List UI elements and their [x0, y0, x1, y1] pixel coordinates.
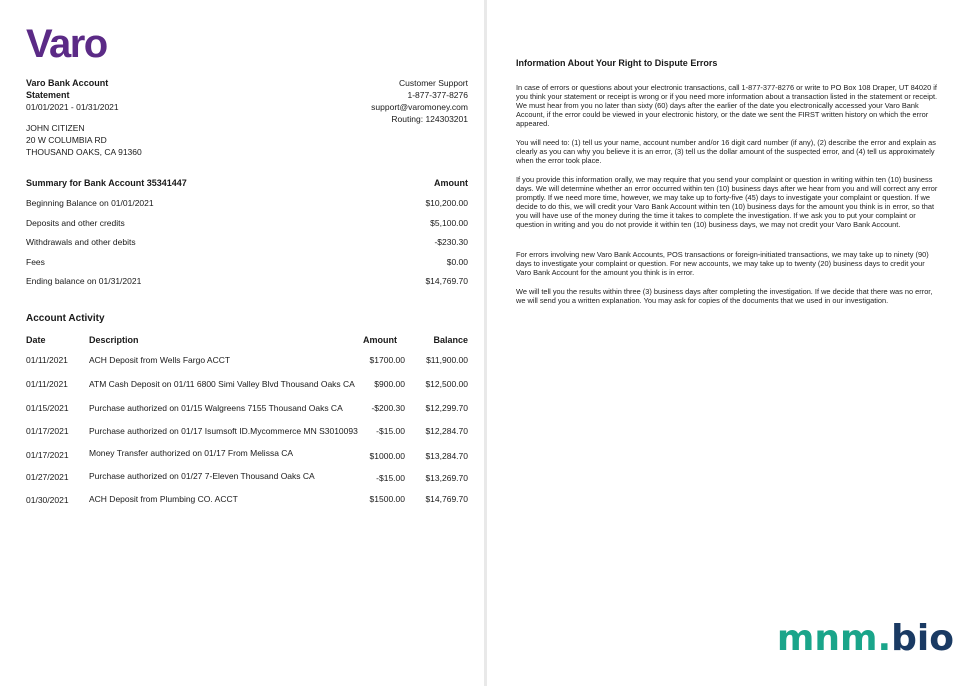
watermark-logo: mnm.bio: [776, 618, 954, 659]
activity-header-amount: Amount: [363, 335, 397, 345]
row-balance: $13,269.70: [425, 473, 468, 483]
row-balance: $14,769.70: [425, 494, 468, 504]
row-balance: $12,500.00: [425, 379, 468, 389]
summary-row-label: Beginning Balance on 01/01/2021: [26, 198, 154, 208]
row-description: Money Transfer authorized on 01/17 From Melissa CA: [89, 448, 294, 458]
summary-row-value: $5,100.00: [430, 218, 468, 228]
summary-row-value: $10,200.00: [425, 198, 468, 208]
row-date: 01/11/2021: [26, 379, 68, 389]
disputes-paragraph: We will tell you the results within three (3) business days after completing the investigation. If we decide that there was no error, we will send you a written explanation. You may ask for copies of the documents that we used in our investigation.: [516, 287, 933, 305]
row-amount: -$200.30: [371, 403, 405, 413]
summary-row-label: Deposits and other credits: [26, 218, 125, 228]
activity-title: Account Activity: [26, 313, 105, 324]
customer-address-line2: THOUSAND OAKS, CA 91360: [26, 147, 142, 157]
row-balance: $13,284.70: [425, 451, 468, 461]
statement-page-2: [487, 0, 972, 686]
row-description: ACH Deposit from Plumbing CO. ACCT: [89, 494, 238, 504]
support-phone: 1-877-377-8276: [407, 90, 468, 100]
summary-amount-header: Amount: [434, 178, 468, 188]
row-balance: $12,284.70: [425, 426, 468, 436]
summary-row-label: Withdrawals and other debits: [26, 237, 136, 247]
row-description: Purchase authorized on 01/17 Isumsoft ID.Mycommerce MN S3010093: [89, 426, 358, 436]
summary-row-value: -$230.30: [434, 237, 468, 247]
statement-period: 01/01/2021 - 01/31/2021: [26, 102, 119, 112]
summary-row-label: Fees: [26, 257, 45, 267]
disputes-title: Information About Your Right to Dispute Errors: [516, 58, 718, 68]
activity-header-description: Description: [89, 335, 139, 345]
row-amount: $1500.00: [369, 494, 405, 504]
row-description: ACH Deposit from Wells Fargo ACCT: [89, 355, 231, 365]
summary-row-value: $14,769.70: [425, 276, 468, 286]
support-email: support@varomoney.com: [371, 102, 468, 112]
row-date: 01/11/2021: [26, 355, 68, 365]
customer-address-line1: 20 W COLUMBIA RD: [26, 135, 107, 145]
row-balance: $11,900.00: [426, 355, 468, 365]
summary-row-label: Ending balance on 01/31/2021: [26, 276, 142, 286]
varo-logo: Varo: [26, 22, 107, 66]
activity-header-date: Date: [26, 335, 46, 345]
support-label: Customer Support: [399, 78, 468, 88]
disputes-paragraph: In case of errors or questions about your electronic transactions, call 1-877-377-8276 or write to PO Box 108 Draper, UT 84020 if you think your statement or receipt is wrong or if you need more information about a transaction listed in the statement or receipt. We must hear from you no later than sixty (60) days after the earlier of the date you electronically accessed your Varo Bank Account, if the error could be viewed in your electronic history, or the date we sent the FIRST written history on which the error appeared.: [516, 83, 938, 128]
row-amount: -$15.00: [376, 473, 405, 483]
row-description: Purchase authorized on 01/27 7-Eleven Thousand Oaks CA: [89, 471, 315, 481]
row-description: ATM Cash Deposit on 01/11 6800 Simi Valley Blvd Thousand Oaks CA: [89, 379, 355, 389]
row-date: 01/17/2021: [26, 426, 69, 436]
disputes-paragraph: For errors involving new Varo Bank Accounts, POS transactions or foreign-initiated transactions, we may take up to ninety (90) days to investigate your complaint or question. For new accounts, we may take up to twenty (20) business days to credit your Varo Bank Account for the amount you think is in error.: [516, 250, 929, 277]
row-amount: $1700.00: [369, 355, 405, 365]
row-amount: $900.00: [374, 379, 405, 389]
disputes-paragraph: If you provide this information orally, we may require that you send your complaint or question in writing within ten (10) business days. We will determine whether an error occurred within ten (10) business days after we hear from you and will correct any error promptly. If we need more time, however, we may take up to forty-five (45) days to investigate your complaint or question. If we decide to do this, we will credit your Varo Bank Account within ten (10) business days for the amount you think is in error, so that you will have use of the money during the time it takes to complete the investigation. If we ask you to put your complaint or question in writing and you do not provide it within ten (10) business days, we may not credit your Varo Bank Account.: [516, 175, 938, 229]
row-description: Purchase authorized on 01/15 Walgreens 7155 Thousand Oaks CA: [89, 403, 343, 413]
routing-number: Routing: 124303201: [391, 114, 468, 124]
summary-row-value: $0.00: [446, 257, 468, 267]
statement-page-1: [0, 0, 484, 686]
row-amount: -$15.00: [376, 426, 405, 436]
row-date: 01/15/2021: [26, 403, 69, 413]
row-amount: $1000.00: [369, 451, 405, 461]
statement-subtitle: Statement: [26, 90, 70, 100]
row-date: 01/30/2021: [26, 495, 69, 505]
customer-name: JOHN CITIZEN: [26, 123, 85, 133]
row-balance: $12,299.70: [425, 403, 468, 413]
summary-title: Summary for Bank Account 35341447: [26, 178, 187, 188]
statement-title: Varo Bank Account: [26, 78, 109, 88]
disputes-paragraph: You will need to: (1) tell us your name, account number and/or 16 digit card number (if any), (2) describe the error and explain as clearly as you can why you believe it is an error, (3) tell us the dollar amount of the suspected error, and (4) tell us approximately when the error took place.: [516, 138, 936, 165]
activity-header-balance: Balance: [433, 335, 468, 345]
row-date: 01/17/2021: [26, 450, 69, 460]
row-date: 01/27/2021: [26, 472, 69, 482]
